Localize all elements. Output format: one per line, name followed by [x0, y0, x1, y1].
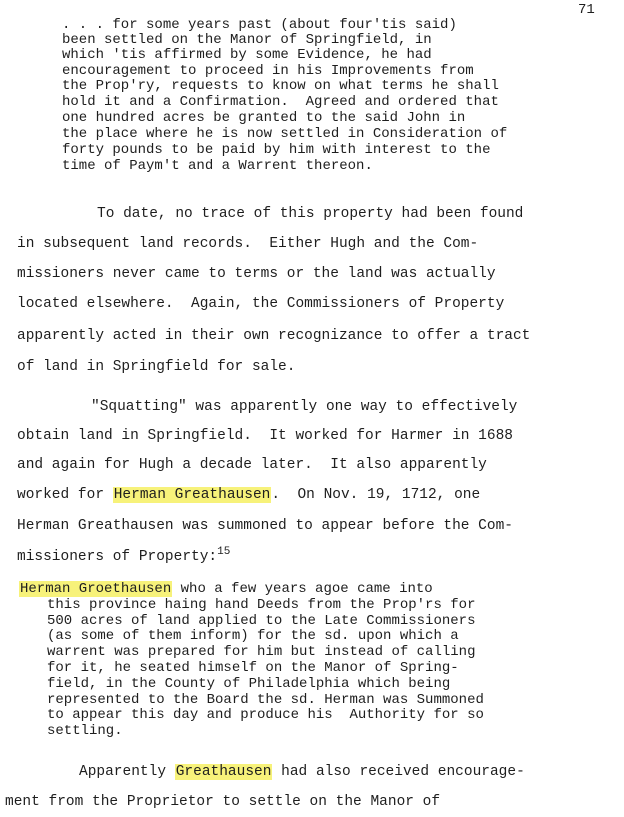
quote-bottom-line: settling. [47, 723, 123, 739]
paragraph-line: ment from the Proprietor to settle on the Manor of [5, 794, 441, 810]
paragraph-text: worked for [17, 487, 113, 503]
quote-bottom-line [19, 583, 433, 596]
paragraph-text: had also received encourage- [272, 764, 525, 780]
quote-bottom-line: for it, he seated himself on the Manor of Spring- [47, 660, 459, 676]
quote-bottom-line: represented to the Board the sd. Herman was Summoned [47, 692, 484, 708]
page-number: 71 [578, 2, 595, 18]
paragraph-line: To date, no trace of this property had been found [97, 206, 524, 222]
quote-text: who a few years agoe came into [172, 581, 433, 597]
paragraph-line: and again for Hugh a decade later. It also apparently [17, 457, 487, 473]
quote-top-line: the place where he is now settled in Consideration of [62, 126, 508, 142]
footnote-marker: 15 [217, 546, 231, 558]
paragraph-line [79, 763, 525, 781]
paragraph-line: of land in Springfield for sale. [17, 359, 296, 375]
quote-top-line: been settled on the Manor of Springfield, in [62, 32, 432, 48]
paragraph-text: missioners of Property: [17, 549, 218, 565]
quote-top-line: . . . for some years past (about four'tis said) [62, 17, 457, 33]
paragraph-line [17, 548, 230, 567]
quote-top-line: encouragement to proceed in his Improvements from [62, 63, 474, 79]
paragraph-text: Apparently [79, 764, 175, 780]
paragraph-line [17, 486, 480, 504]
paragraph-line: "Squatting" was apparently one way to effectively [91, 399, 518, 415]
quote-top-line: one hundred acres be granted to the said John in [62, 110, 466, 126]
quote-bottom-line: to appear this day and produce his Authority for so [47, 707, 484, 723]
quote-bottom-line: field, in the County of Philadelphia which being [47, 676, 451, 692]
highlighted-name: Herman Greathausen [113, 487, 271, 503]
paragraph-line: Herman Greathausen was summoned to appear before the Com- [17, 518, 513, 534]
quote-top-line: which 'tis affirmed by some Evidence, he had [62, 47, 432, 63]
quote-bottom-line: (as some of them inform) for the sd. upon which a [47, 628, 459, 644]
quote-top-line: hold it and a Confirmation. Agreed and ordered that [62, 94, 499, 110]
paragraph-line: apparently acted in their own recognizance to offer a tract [17, 328, 531, 344]
quote-top-line: forty pounds to be paid by him with interest to the [62, 142, 491, 158]
highlighted-name: Greathausen [175, 764, 272, 780]
quote-bottom-line: this province haing hand Deeds from the Prop'rs for [47, 597, 476, 613]
paragraph-line: missioners never came to terms or the land was actually [17, 266, 496, 282]
highlighted-name: Herman Groethausen [20, 581, 172, 597]
paragraph-line: obtain land in Springfield. It worked for Harmer in 1688 [17, 428, 513, 444]
paragraph-line: located elsewhere. Again, the Commissioners of Property [17, 296, 505, 312]
quote-bottom-line: warrent was prepared for him but instead of calling [47, 644, 476, 660]
quote-top-line: time of Paym't and a Warrent thereon. [62, 158, 373, 174]
quote-top-line: the Prop'ry, requests to know on what terms he shall [62, 78, 499, 94]
paragraph-text: . On Nov. 19, 1712, one [271, 487, 481, 503]
quote-bottom-line: 500 acres of land applied to the Late Commissioners [47, 613, 476, 629]
paragraph-line: in subsequent land records. Either Hugh and the Com- [17, 236, 479, 252]
